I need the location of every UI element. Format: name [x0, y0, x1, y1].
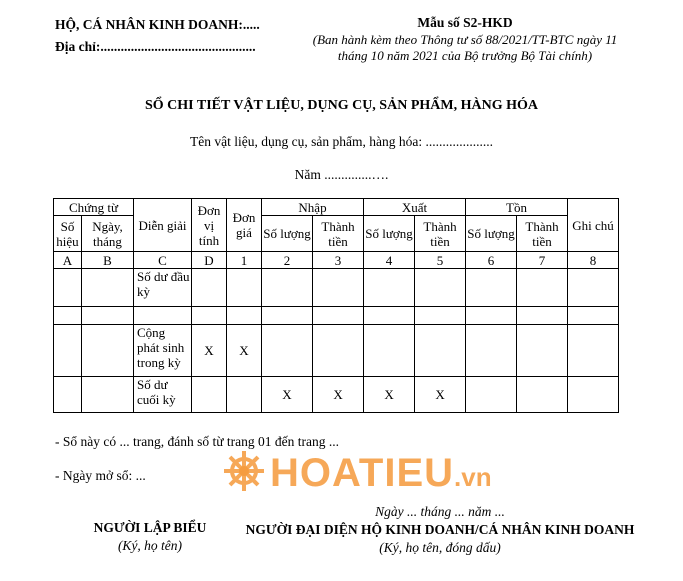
table-cell: X — [364, 377, 415, 413]
representative-note: (Ký, họ tên, đóng dấu) — [379, 540, 501, 555]
column-code: 5 — [415, 252, 466, 269]
table-cell — [227, 307, 262, 325]
table-cell — [517, 307, 568, 325]
preparer-title: NGƯỜI LẬP BIỂU — [93, 520, 207, 535]
header-xuat-so-luong: Số lượng — [364, 216, 415, 252]
row-label: Cộng phát sinh trong kỳ — [134, 325, 192, 377]
column-code: 6 — [466, 252, 517, 269]
form-note: (Ban hành kèm theo Thông tư số 88/2021/TT-BTC ngày 11 tháng 10 năm 2021 của Bộ trưởng Bộ Tài chính) — [312, 32, 618, 63]
column-code: 1 — [227, 252, 262, 269]
header-ghi-chu: Ghi chú — [568, 199, 619, 252]
item-name-line: Tên vật liệu, dụng cụ, sản phẩm, hàng hóa: .................... — [190, 134, 493, 149]
table-cell — [313, 269, 364, 307]
header-nhap-thanh-tien: Thành tiền — [313, 216, 364, 252]
table-cell — [517, 269, 568, 307]
header-nhap-so-luong: Số lượng — [262, 216, 313, 252]
row-label: Số dư đầu kỳ — [134, 269, 192, 307]
table-cell — [262, 307, 313, 325]
ship-wheel-icon — [222, 449, 266, 498]
column-code-row — [54, 252, 619, 269]
table-cell — [192, 269, 227, 307]
column-code: 8 — [568, 252, 619, 269]
table-cell — [192, 377, 227, 413]
table-cell — [313, 325, 364, 377]
table-cell: X — [415, 377, 466, 413]
preparer-note: (Ký, họ tên) — [117, 538, 183, 553]
header-dien-giai: Diễn giải — [134, 199, 192, 252]
header-left — [55, 14, 260, 58]
column-code: D — [192, 252, 227, 269]
preparer-signature — [85, 519, 215, 555]
header-nhap: Nhập — [262, 199, 364, 216]
table-cell — [466, 377, 517, 413]
header-ton-thanh-tien: Thành tiền — [517, 216, 568, 252]
table-cell — [415, 325, 466, 377]
table-cell — [568, 269, 619, 307]
table-row — [54, 307, 619, 325]
signature-date: Ngày ... tháng ... năm ... — [375, 504, 505, 519]
table-cell — [227, 269, 262, 307]
table-cell: X — [262, 377, 313, 413]
table-cell — [227, 377, 262, 413]
table-cell — [262, 325, 313, 377]
table-cell — [192, 307, 227, 325]
ledger-table — [53, 198, 619, 413]
table-cell — [313, 307, 364, 325]
table-cell — [262, 269, 313, 307]
table-cell — [415, 307, 466, 325]
pages-note: - Sổ này có ... trang, đánh số từ trang 01 đến trang ... — [55, 434, 340, 449]
year-line: Năm ..............…. — [294, 167, 389, 182]
header-so-hieu: Số hiệu — [54, 216, 82, 252]
table-cell: X — [313, 377, 364, 413]
table-cell — [568, 377, 619, 413]
document-title: SỔ CHI TIẾT VẬT LIỆU, DỤNG CỤ, SẢN PHẨM, HÀNG HÓA — [145, 98, 538, 113]
table-cell — [517, 377, 568, 413]
column-code: C — [134, 252, 192, 269]
column-code: 7 — [517, 252, 568, 269]
representative-title: NGƯỜI ĐẠI DIỆN HỘ KINH DOANH/CÁ NHÂN KINH DOANH — [245, 522, 635, 537]
row-label — [134, 307, 192, 325]
table-cell: X — [227, 325, 262, 377]
table-cell — [466, 269, 517, 307]
column-code: 2 — [262, 252, 313, 269]
address: Địa chỉ:.............................................. — [55, 39, 256, 54]
header-don-gia: Đơn giá — [227, 199, 262, 252]
table-cell — [364, 269, 415, 307]
table-cell — [364, 325, 415, 377]
table-row — [54, 269, 619, 307]
open-date-note: - Ngày mở sổ: ... — [55, 468, 146, 483]
representative-signature — [245, 503, 635, 557]
column-code: 3 — [313, 252, 364, 269]
table-cell — [466, 307, 517, 325]
header-ton-so-luong: Số lượng — [466, 216, 517, 252]
table-cell: X — [192, 325, 227, 377]
header-xuat-thanh-tien: Thành tiền — [415, 216, 466, 252]
table-row — [54, 325, 619, 377]
row-label: Số dư cuối kỳ — [134, 377, 192, 413]
table-cell — [568, 325, 619, 377]
form-number: Mẫu số S2-HKD — [417, 15, 513, 30]
watermark-text: HOATIEU.vn — [270, 450, 492, 495]
table-cell — [415, 269, 466, 307]
column-code: 4 — [364, 252, 415, 269]
table-cell — [568, 307, 619, 325]
table-cell — [364, 307, 415, 325]
header-chung-tu: Chứng từ — [54, 199, 134, 216]
watermark-logo — [222, 448, 492, 498]
header-xuat: Xuất — [364, 199, 466, 216]
header-don-vi-tinh: Đơn vị tính — [192, 199, 227, 252]
header-ton: Tồn — [466, 199, 568, 216]
table-cell — [466, 325, 517, 377]
header-ngay-thang: Ngày, tháng — [82, 216, 134, 252]
table-row — [54, 377, 619, 413]
table-cell — [517, 325, 568, 377]
header-right — [305, 14, 625, 64]
business-name: HỘ, CÁ NHÂN KINH DOANH:..... — [55, 17, 260, 32]
column-code: B — [82, 252, 134, 269]
column-code: A — [54, 252, 82, 269]
